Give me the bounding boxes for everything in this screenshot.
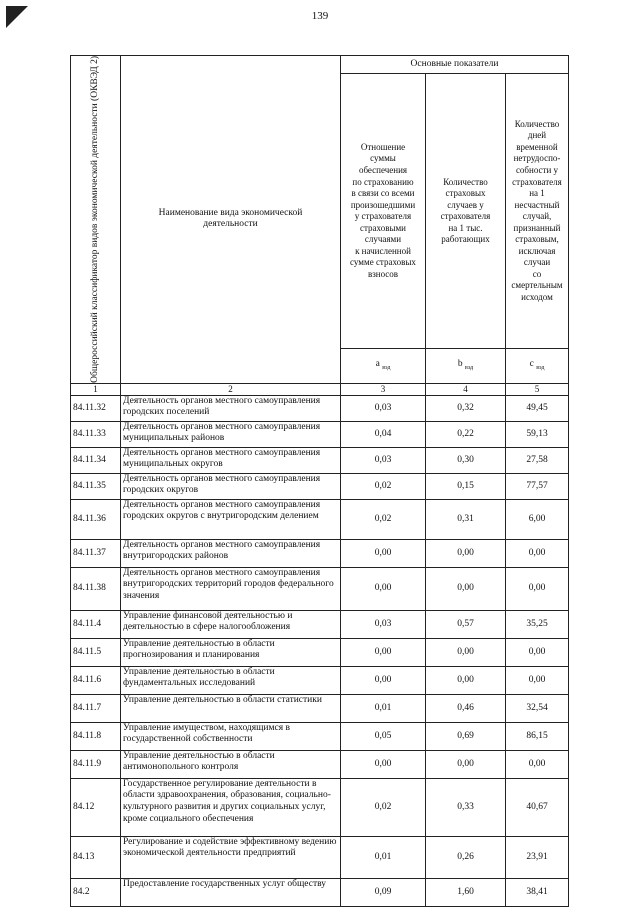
value-b: 0,32: [426, 395, 506, 421]
activity-name: Деятельность органов местного самоуправления внутригородских районов: [121, 539, 341, 567]
table-row: [71, 694, 569, 722]
value-b: 0,00: [426, 638, 506, 666]
value-b: 0,31: [426, 499, 506, 539]
table-row: [71, 499, 569, 539]
value-a: 0,09: [341, 878, 426, 906]
activity-name: Деятельность органов местного самоуправления внутригородских территорий городов федерального значения: [121, 567, 341, 610]
okved-code: 84.11.34: [71, 447, 121, 473]
table-row: [71, 778, 569, 836]
header-okved: [71, 56, 121, 384]
value-b: 0,57: [426, 610, 506, 638]
table-row: [71, 421, 569, 447]
activity-name: Государственное регулирование деятельности в области здравоохранения, образования, социально-культурного развития и других социальных услуг, кроме социального обеспечения: [121, 778, 341, 836]
activity-name: Управление деятельностью в области фундаментальных исследований: [121, 666, 341, 694]
value-c: 0,00: [506, 638, 569, 666]
column-number: 3: [341, 383, 426, 395]
column-number-row: [71, 383, 569, 395]
activity-name: Деятельность органов местного самоуправления муниципальных районов: [121, 421, 341, 447]
value-c: 40,67: [506, 778, 569, 836]
activity-name: Деятельность органов местного самоуправления городских поселений: [121, 395, 341, 421]
value-b: 0,69: [426, 722, 506, 750]
column-number: 2: [121, 383, 341, 395]
value-a: 0,04: [341, 421, 426, 447]
value-b: 1,60: [426, 878, 506, 906]
symbol-b-letter: b: [457, 359, 463, 370]
okved-code: 84.11.36: [71, 499, 121, 539]
value-c: 35,25: [506, 610, 569, 638]
table-row: [71, 610, 569, 638]
indicators-table: [70, 55, 569, 907]
table-row: [71, 722, 569, 750]
column-number: 5: [506, 383, 569, 395]
value-b: 0,46: [426, 694, 506, 722]
symbol-a-sub: вэд: [382, 365, 391, 372]
activity-name: Управление деятельностью в области антимонопольного контроля: [121, 750, 341, 778]
value-c: 59,13: [506, 421, 569, 447]
symbol-a: [341, 349, 426, 384]
value-a: 0,05: [341, 722, 426, 750]
okved-code: 84.11.8: [71, 722, 121, 750]
value-a: 0,00: [341, 750, 426, 778]
activity-name: Регулирование и содействие эффективному ведению экономической деятельности предприятий: [121, 836, 341, 878]
value-a: 0,00: [341, 539, 426, 567]
value-a: 0,02: [341, 499, 426, 539]
value-a: 0,01: [341, 836, 426, 878]
value-a: 0,00: [341, 666, 426, 694]
okved-code: 84.11.32: [71, 395, 121, 421]
header-main-indicators: Основные показатели: [341, 56, 569, 74]
table-row: [71, 878, 569, 906]
okved-code: 84.11.7: [71, 694, 121, 722]
column-number: 1: [71, 383, 121, 395]
value-b: 0,26: [426, 836, 506, 878]
activity-name: Деятельность органов местного самоуправления городских округов с внутригородским делением: [121, 499, 341, 539]
activity-name: Управление имуществом, находящимся в государственной собственности: [121, 722, 341, 750]
value-a: 0,03: [341, 447, 426, 473]
okved-code: 84.11.37: [71, 539, 121, 567]
table-row: [71, 447, 569, 473]
value-c: 0,00: [506, 666, 569, 694]
activity-name: Предоставление государственных услуг обществу: [121, 878, 341, 906]
value-c: 38,41: [506, 878, 569, 906]
symbol-b: [426, 349, 506, 384]
symbol-c-sub: вэд: [536, 365, 545, 372]
table-row: [71, 836, 569, 878]
value-c: 32,54: [506, 694, 569, 722]
value-b: 0,00: [426, 539, 506, 567]
header-sub-c: Количество дней временной нетрудоспо- собности у страхователя на 1 несчастный случай, признанный страховым, исключая случаи со смертельным исходом: [506, 74, 569, 349]
value-b: 0,15: [426, 473, 506, 499]
symbol-c: [506, 349, 569, 384]
okved-code: 84.11.38: [71, 567, 121, 610]
value-c: 0,00: [506, 539, 569, 567]
column-number: 4: [426, 383, 506, 395]
value-b: 0,00: [426, 750, 506, 778]
value-a: 0,00: [341, 638, 426, 666]
okved-code: 84.11.6: [71, 666, 121, 694]
okved-code: 84.11.9: [71, 750, 121, 778]
symbol-b-sub: вэд: [464, 365, 474, 372]
value-b: 0,30: [426, 447, 506, 473]
table-row: [71, 638, 569, 666]
value-c: 27,58: [506, 447, 569, 473]
page-number: 139: [311, 10, 329, 22]
value-a: 0,03: [341, 395, 426, 421]
table-row: [71, 750, 569, 778]
table-row: [71, 395, 569, 421]
value-a: 0,00: [341, 567, 426, 610]
value-c: 0,00: [506, 567, 569, 610]
table-row: [71, 473, 569, 499]
okved-code: 84.11.33: [71, 421, 121, 447]
value-c: 0,00: [506, 750, 569, 778]
value-b: 0,33: [426, 778, 506, 836]
value-c: 77,57: [506, 473, 569, 499]
value-c: 23,91: [506, 836, 569, 878]
value-b: 0,22: [426, 421, 506, 447]
table-body: [71, 395, 569, 906]
value-b: 0,00: [426, 666, 506, 694]
value-c: 6,00: [506, 499, 569, 539]
activity-name: Деятельность органов местного самоуправления городских округов: [121, 473, 341, 499]
table-row: [71, 539, 569, 567]
table-row: [71, 666, 569, 694]
value-b: 0,00: [426, 567, 506, 610]
symbol-a-letter: a: [375, 359, 380, 370]
okved-code: 84.2: [71, 878, 121, 906]
header-okved-text: Общероссийский классификатор видов экономической деятельности (ОКВЭД 2): [89, 56, 100, 383]
header-activity-name: Наименование вида экономической деятельности: [121, 56, 341, 384]
symbol-c-letter: c: [529, 359, 534, 370]
activity-name: Деятельность органов местного самоуправления муниципальных округов: [121, 447, 341, 473]
value-a: 0,03: [341, 610, 426, 638]
value-a: 0,02: [341, 778, 426, 836]
okved-code: 84.11.4: [71, 610, 121, 638]
okved-code: 84.11.5: [71, 638, 121, 666]
value-a: 0,02: [341, 473, 426, 499]
activity-name: Управление деятельностью в области прогнозирования и планирования: [121, 638, 341, 666]
okved-code: 84.13: [71, 836, 121, 878]
value-c: 86,15: [506, 722, 569, 750]
okved-code: 84.11.35: [71, 473, 121, 499]
value-a: 0,01: [341, 694, 426, 722]
okved-code: 84.12: [71, 778, 121, 836]
activity-name: Управление финансовой деятельностью и деятельностью в сфере налогообложения: [121, 610, 341, 638]
value-c: 49,45: [506, 395, 569, 421]
activity-name: Управление деятельностью в области статистики: [121, 694, 341, 722]
header-sub-a: Отношение суммы обеспечения по страхованию в связи со всеми произошедшими у страхователя страховыми случаями к начисленной сумме страховых взносов: [341, 74, 426, 349]
table-row: [71, 567, 569, 610]
header-sub-b: Количество страховых случаев у страхователя на 1 тыс. работающих: [426, 74, 506, 349]
